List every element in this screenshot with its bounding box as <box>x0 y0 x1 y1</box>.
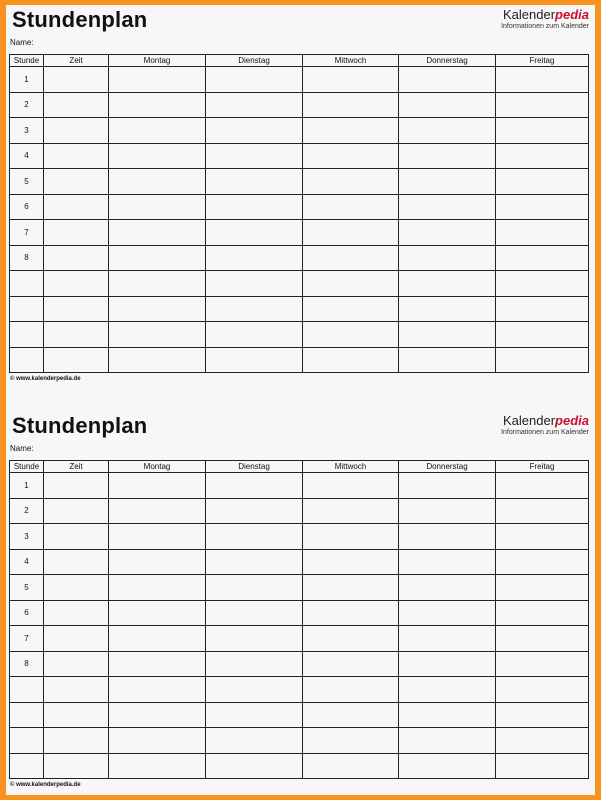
column-header: Zeit <box>44 55 109 67</box>
table-row <box>10 169 589 195</box>
lesson-number-cell <box>10 702 44 728</box>
schedule-cell[interactable] <box>399 67 496 93</box>
timetable-grid <box>9 460 589 779</box>
schedule-cell[interactable] <box>303 169 399 195</box>
logo-brand-accent: pedia <box>555 7 589 22</box>
header-row <box>10 461 589 473</box>
table-row <box>10 245 589 271</box>
schedule-cell[interactable] <box>496 575 589 601</box>
schedule-cell[interactable] <box>44 651 109 677</box>
schedule-cell[interactable] <box>109 194 206 220</box>
schedule-cell[interactable] <box>303 473 399 499</box>
schedule-cell[interactable] <box>44 473 109 499</box>
lesson-number-cell: 7 <box>10 626 44 652</box>
page-title: Stundenplan <box>12 413 148 438</box>
schedule-cell[interactable] <box>206 347 303 373</box>
column-header: Montag <box>109 461 206 473</box>
table-row <box>10 728 589 754</box>
schedule-cell[interactable] <box>44 728 109 754</box>
column-header: Dienstag <box>206 461 303 473</box>
name-label: Name: <box>10 444 34 453</box>
schedule-cell[interactable] <box>399 220 496 246</box>
lesson-number-cell <box>10 677 44 703</box>
schedule-cell[interactable] <box>44 118 109 144</box>
schedule-cell[interactable] <box>44 271 109 297</box>
schedule-cell[interactable] <box>44 549 109 575</box>
schedule-cell[interactable] <box>206 549 303 575</box>
schedule-cell[interactable] <box>44 169 109 195</box>
schedule-cell[interactable] <box>496 677 589 703</box>
schedule-cell[interactable] <box>206 194 303 220</box>
schedule-cell[interactable] <box>206 524 303 550</box>
schedule-cell[interactable] <box>206 143 303 169</box>
schedule-cell[interactable] <box>206 67 303 93</box>
schedule-cell[interactable] <box>109 347 206 373</box>
schedule-cell[interactable] <box>109 118 206 144</box>
schedule-cell[interactable] <box>303 702 399 728</box>
lesson-number-cell <box>10 347 44 373</box>
table-row <box>10 322 589 348</box>
schedule-cell[interactable] <box>206 498 303 524</box>
schedule-cell[interactable] <box>303 143 399 169</box>
schedule-cell[interactable] <box>496 220 589 246</box>
logo-brand-main: Kalender <box>502 7 556 22</box>
schedule-cell[interactable] <box>496 322 589 348</box>
schedule-cell[interactable] <box>44 626 109 652</box>
schedule-cell[interactable] <box>303 67 399 93</box>
schedule-cell[interactable] <box>496 169 589 195</box>
schedule-cell[interactable] <box>303 245 399 271</box>
schedule-cell[interactable] <box>303 498 399 524</box>
schedule-cell[interactable] <box>109 677 206 703</box>
table-row <box>10 626 589 652</box>
lesson-number-cell: 6 <box>10 194 44 220</box>
schedule-cell[interactable] <box>399 322 496 348</box>
schedule-cell[interactable] <box>303 271 399 297</box>
schedule-cell[interactable] <box>399 575 496 601</box>
schedule-cell[interactable] <box>109 296 206 322</box>
schedule-cell[interactable] <box>303 651 399 677</box>
page-title: Stundenplan <box>12 7 148 32</box>
timetable-grid <box>9 54 589 373</box>
schedule-cell[interactable] <box>303 549 399 575</box>
header-row <box>10 55 589 67</box>
logo-tagline: Informationen zum Kalender <box>501 23 589 30</box>
schedule-cell[interactable] <box>303 220 399 246</box>
schedule-cell[interactable] <box>44 143 109 169</box>
schedule-cell[interactable] <box>399 600 496 626</box>
logo-brand-main: Kalender <box>502 413 556 428</box>
lesson-number-cell: 1 <box>10 67 44 93</box>
table-row <box>10 347 589 373</box>
lesson-number-cell: 8 <box>10 245 44 271</box>
lesson-number-cell <box>10 728 44 754</box>
schedule-cell[interactable] <box>44 194 109 220</box>
table-row <box>10 220 589 246</box>
table-row <box>10 194 589 220</box>
lesson-number-cell: 1 <box>10 473 44 499</box>
schedule-cell[interactable] <box>399 677 496 703</box>
lesson-number-cell: 2 <box>10 92 44 118</box>
lesson-number-cell: 8 <box>10 651 44 677</box>
schedule-cell[interactable] <box>206 322 303 348</box>
schedule-cell[interactable] <box>399 728 496 754</box>
schedule-cell[interactable] <box>109 651 206 677</box>
schedule-cell[interactable] <box>399 626 496 652</box>
schedule-cell[interactable] <box>496 498 589 524</box>
schedule-cell[interactable] <box>399 651 496 677</box>
column-header: Montag <box>109 55 206 67</box>
schedule-cell[interactable] <box>303 677 399 703</box>
column-header: Freitag <box>496 55 589 67</box>
schedule-cell[interactable] <box>303 524 399 550</box>
schedule-cell[interactable] <box>109 473 206 499</box>
footer-copyright: © www.kalenderpedia.de <box>10 782 81 788</box>
table-row <box>10 651 589 677</box>
schedule-cell[interactable] <box>206 92 303 118</box>
schedule-cell[interactable] <box>496 245 589 271</box>
schedule-cell[interactable] <box>206 651 303 677</box>
schedule-cell[interactable] <box>206 626 303 652</box>
schedule-cell[interactable] <box>206 220 303 246</box>
schedule-cell[interactable] <box>109 67 206 93</box>
table-row <box>10 296 589 322</box>
table-row <box>10 524 589 550</box>
schedule-cell[interactable] <box>44 524 109 550</box>
schedule-cell[interactable] <box>206 271 303 297</box>
schedule-cell[interactable] <box>496 347 589 373</box>
schedule-cell[interactable] <box>109 92 206 118</box>
schedule-cell[interactable] <box>206 575 303 601</box>
lesson-number-cell <box>10 753 44 779</box>
schedule-cell[interactable] <box>109 702 206 728</box>
schedule-cell[interactable] <box>109 549 206 575</box>
lesson-number-cell <box>10 322 44 348</box>
schedule-cell[interactable] <box>496 296 589 322</box>
table-row <box>10 753 589 779</box>
lesson-number-cell: 4 <box>10 143 44 169</box>
schedule-cell[interactable] <box>399 143 496 169</box>
schedule-cell[interactable] <box>399 473 496 499</box>
schedule-cell[interactable] <box>109 220 206 246</box>
schedule-cell[interactable] <box>399 169 496 195</box>
schedule-cell[interactable] <box>399 194 496 220</box>
schedule-cell[interactable] <box>109 245 206 271</box>
table-row <box>10 271 589 297</box>
schedule-cell[interactable] <box>206 677 303 703</box>
column-header: Freitag <box>496 461 589 473</box>
schedule-cell[interactable] <box>303 194 399 220</box>
schedule-cell[interactable] <box>399 347 496 373</box>
schedule-cell[interactable] <box>206 118 303 144</box>
schedule-cell[interactable] <box>44 575 109 601</box>
schedule-cell[interactable] <box>44 702 109 728</box>
schedule-cell[interactable] <box>496 549 589 575</box>
footer-copyright: © www.kalenderpedia.de <box>10 376 81 382</box>
schedule-cell[interactable] <box>399 753 496 779</box>
schedule-cell[interactable] <box>109 575 206 601</box>
schedule-cell[interactable] <box>399 702 496 728</box>
schedule-cell[interactable] <box>44 296 109 322</box>
schedule-cell[interactable] <box>399 92 496 118</box>
schedule-cell[interactable] <box>206 473 303 499</box>
schedule-cell[interactable] <box>44 92 109 118</box>
column-header: Zeit <box>44 461 109 473</box>
schedule-cell[interactable] <box>303 626 399 652</box>
table-row <box>10 473 589 499</box>
schedule-cell[interactable] <box>206 296 303 322</box>
schedule-cell[interactable] <box>206 169 303 195</box>
schedule-cell[interactable] <box>399 549 496 575</box>
column-header: Dienstag <box>206 55 303 67</box>
logo-brand <box>501 7 589 22</box>
schedule-cell[interactable] <box>44 245 109 271</box>
column-header: Stunde <box>10 55 44 67</box>
table-row <box>10 702 589 728</box>
schedule-cell[interactable] <box>496 143 589 169</box>
lesson-number-cell <box>10 296 44 322</box>
table-row <box>10 118 589 144</box>
schedule-cell[interactable] <box>303 728 399 754</box>
schedule-cell[interactable] <box>303 92 399 118</box>
lesson-number-cell: 3 <box>10 524 44 550</box>
lesson-number-cell <box>10 271 44 297</box>
table-row <box>10 67 589 93</box>
schedule-cell[interactable] <box>109 322 206 348</box>
logo-brand <box>501 413 589 428</box>
schedule-cell[interactable] <box>303 322 399 348</box>
schedule-cell[interactable] <box>44 753 109 779</box>
schedule-cell[interactable] <box>206 702 303 728</box>
schedule-cell[interactable] <box>44 67 109 93</box>
schedule-cell[interactable] <box>206 245 303 271</box>
lesson-number-cell: 5 <box>10 169 44 195</box>
schedule-cell[interactable] <box>109 498 206 524</box>
schedule-cell[interactable] <box>206 728 303 754</box>
schedule-cell[interactable] <box>496 92 589 118</box>
lesson-number-cell: 5 <box>10 575 44 601</box>
schedule-cell[interactable] <box>399 296 496 322</box>
schedule-cell[interactable] <box>399 524 496 550</box>
schedule-cell[interactable] <box>109 728 206 754</box>
schedule-cell[interactable] <box>109 626 206 652</box>
schedule-cell[interactable] <box>399 498 496 524</box>
schedule-cell[interactable] <box>303 118 399 144</box>
table-row <box>10 600 589 626</box>
schedule-cell[interactable] <box>303 296 399 322</box>
schedule-cell[interactable] <box>496 67 589 93</box>
kalenderpedia-logo <box>501 413 589 437</box>
logo-tagline: Informationen zum Kalender <box>501 429 589 436</box>
schedule-cell[interactable] <box>44 347 109 373</box>
table-row <box>10 677 589 703</box>
lesson-number-cell: 4 <box>10 549 44 575</box>
schedule-cell[interactable] <box>109 753 206 779</box>
logo-brand-accent: pedia <box>555 413 589 428</box>
schedule-cell[interactable] <box>399 245 496 271</box>
lesson-number-cell: 7 <box>10 220 44 246</box>
schedule-cell[interactable] <box>496 651 589 677</box>
schedule-cell[interactable] <box>44 322 109 348</box>
schedule-cell[interactable] <box>496 473 589 499</box>
schedule-cell[interactable] <box>496 626 589 652</box>
schedule-cell[interactable] <box>44 677 109 703</box>
table-row <box>10 549 589 575</box>
schedule-cell[interactable] <box>496 524 589 550</box>
schedule-cell[interactable] <box>496 753 589 779</box>
name-label: Name: <box>10 38 34 47</box>
schedule-cell[interactable] <box>44 220 109 246</box>
document-page <box>6 5 595 795</box>
schedule-cell[interactable] <box>109 169 206 195</box>
lesson-number-cell: 6 <box>10 600 44 626</box>
table-row <box>10 575 589 601</box>
lesson-number-cell: 2 <box>10 498 44 524</box>
schedule-cell[interactable] <box>109 524 206 550</box>
schedule-cell[interactable] <box>109 143 206 169</box>
kalenderpedia-logo <box>501 7 589 31</box>
schedule-cell[interactable] <box>496 702 589 728</box>
column-header: Stunde <box>10 461 44 473</box>
schedule-cell[interactable] <box>206 753 303 779</box>
column-header: Mittwoch <box>303 55 399 67</box>
schedule-cell[interactable] <box>496 118 589 144</box>
column-header: Donnerstag <box>399 55 496 67</box>
column-header: Mittwoch <box>303 461 399 473</box>
schedule-cell[interactable] <box>206 600 303 626</box>
schedule-cell[interactable] <box>303 600 399 626</box>
schedule-cell[interactable] <box>399 118 496 144</box>
lesson-number-cell: 3 <box>10 118 44 144</box>
schedule-cell[interactable] <box>496 600 589 626</box>
table-row <box>10 92 589 118</box>
schedule-cell[interactable] <box>399 271 496 297</box>
schedule-cell[interactable] <box>303 753 399 779</box>
schedule-cell[interactable] <box>109 600 206 626</box>
schedule-cell[interactable] <box>303 575 399 601</box>
column-header: Donnerstag <box>399 461 496 473</box>
table-row <box>10 143 589 169</box>
schedule-cell[interactable] <box>109 271 206 297</box>
schedule-cell[interactable] <box>303 347 399 373</box>
schedule-cell[interactable] <box>496 728 589 754</box>
schedule-cell[interactable] <box>44 600 109 626</box>
schedule-cell[interactable] <box>44 498 109 524</box>
table-row <box>10 498 589 524</box>
schedule-cell[interactable] <box>496 194 589 220</box>
schedule-cell[interactable] <box>496 271 589 297</box>
